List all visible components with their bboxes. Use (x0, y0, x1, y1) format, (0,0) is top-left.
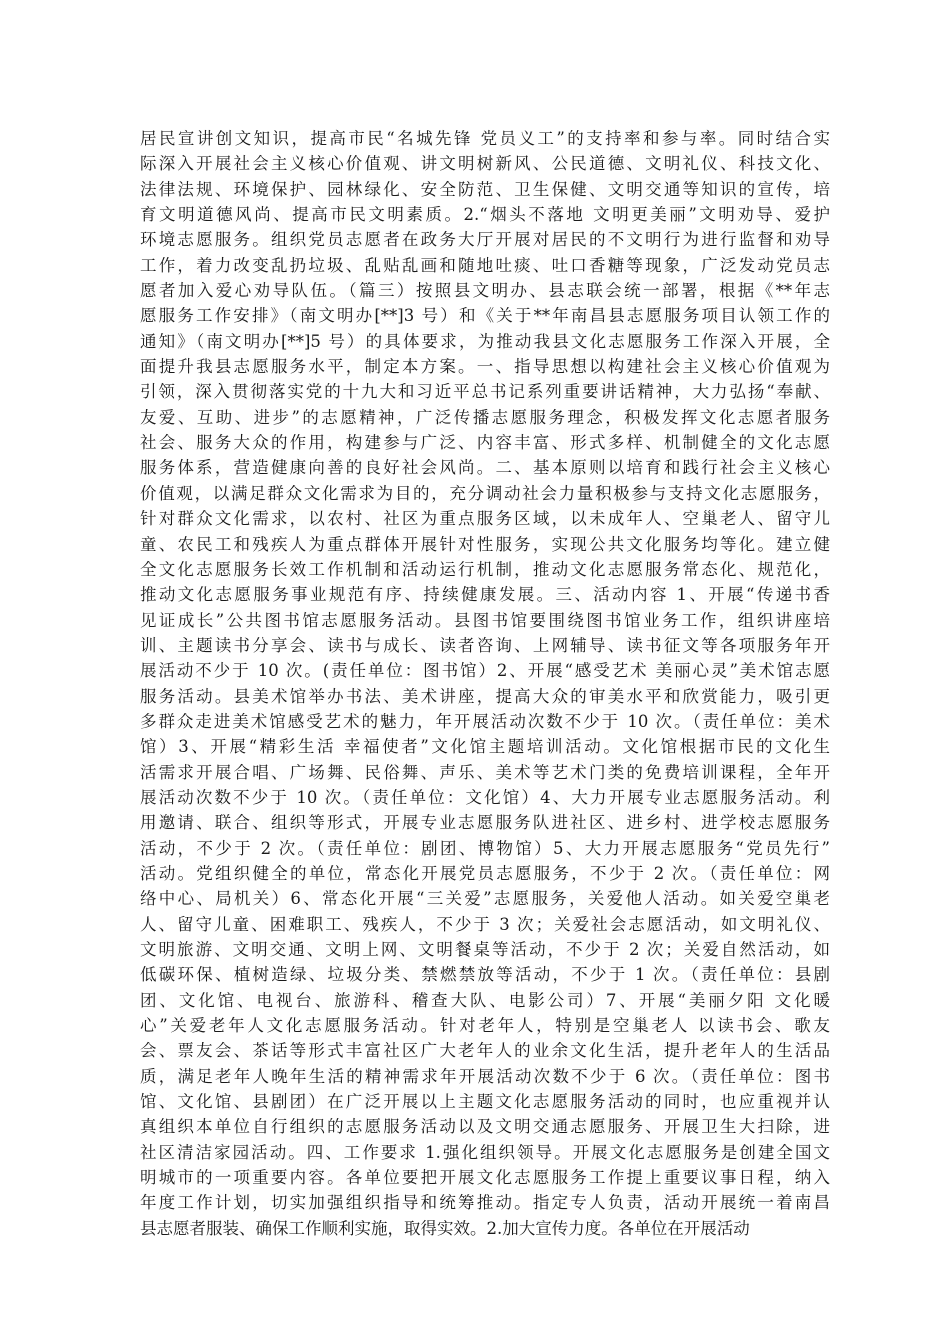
text-line: 馆）3、开展“精彩生活 幸福使者”文化馆主题培训活动。文化馆根据市民的文化生 (140, 737, 830, 757)
text-line: 展活动次数不少于 10 次。（责任单位：文化馆）4、大力开展专业志愿服务活动。利 (140, 787, 830, 807)
text-line: 针对群众文化需求，以农村、社区为重点服务区域，以未成年人、空巢老人、留守儿 (140, 509, 830, 529)
text-line: 活动。党组织健全的单位，常态化开展党员志愿服务，不少于 2 次。（责任单位：网 (140, 863, 830, 883)
text-line: 络中心、局机关）6、常态化开展“三关爱”志愿服务，关爱他人活动。如关爱空巢老 (140, 889, 830, 909)
text-line: 愿者加入爱心劝导队伍。（篇三）按照县文明办、县志联会统一部署，根据《**年志 (140, 281, 830, 301)
text-line: 环境志愿服务。组织党员志愿者在政务大厅开展对居民的不文明行为进行监督和劝导 (140, 230, 830, 250)
text-line: 团、文化馆、电视台、旅游科、稽查大队、电影公司）7、开展“美丽夕阳 文化暖 (140, 990, 830, 1010)
text-line: 用邀请、联合、组织等形式，开展专业志愿服务队进社区、进乡村、进学校志愿服务 (140, 813, 830, 833)
text-line: 训、主题读书分享会、读书与成长、读者咨询、上网辅导、读书征文等各项服务年开 (140, 635, 830, 655)
text-line: 活动，不少于 2 次。（责任单位：剧团、博物馆）5、大力开展志愿服务“党员先行” (140, 838, 830, 858)
text-line: 际深入开展社会主义核心价值观、讲文明树新风、公民道德、文明礼仪、科技文化、 (140, 154, 830, 174)
text-line: 面提升我县志愿服务水平，制定本方案。一、指导思想以构建社会主义核心价值观为 (140, 357, 830, 377)
text-line: 多群众走进美术馆感受艺术的魅力，年开展活动次数不少于 10 次。（责任单位：美术 (140, 711, 830, 731)
text-line: 质，满足老年人晚年生活的精神需求年开展活动次数不少于 6 次。（责任单位：图书 (140, 1066, 830, 1086)
text-line: 年度工作计划，切实加强组织指导和统筹推动。指定专人负责，活动开展统一着南昌 (140, 1193, 830, 1213)
text-line: 人、留守儿童、困难职工、残疾人，不少于 3 次；关爱社会志愿活动，如文明礼仪、 (140, 914, 830, 934)
text-line: 通知》（南文明办[**]5 号）的具体要求，为推动我县文化志愿服务工作深入开展，全 (140, 331, 830, 351)
text-line: 法律法规、环境保护、园林绿化、安全防范、卫生保健、文明交通等知识的宣传，培 (140, 179, 830, 199)
text-line: 会、票友会、茶话等形式丰富社区广大老年人的业余文化生活，提升老年人的生活品 (140, 1041, 830, 1061)
text-line: 童、农民工和残疾人为重点群体开展针对性服务，实现公共文化服务均等化。建立健 (140, 534, 830, 554)
text-line: 展活动不少于 10 次。(责任单位：图书馆）2、开展“感受艺术 美丽心灵”美术馆志愿 (140, 661, 830, 681)
text-line: 服务活动。县美术馆举办书法、美术讲座，提高大众的审美水平和欣赏能力，吸引更 (140, 686, 830, 706)
text-line: 愿服务工作安排》（南文明办[**]3 号）和《关于**年南昌县志愿服务项目认领工作的 (140, 306, 830, 326)
text-line: 全文化志愿服务长效工作机制和活动运行机制，推动文化志愿服务常态化、规范化， (140, 559, 830, 579)
text-line: 育文明道德风尚、提高市民文明素质。2.“烟头不落地 文明更美丽”文明劝导、爱护 (140, 205, 830, 225)
text-line: 工作，着力改变乱扔垃圾、乱贴乱画和随地吐痰、吐口香糖等现象，广泛发动党员志 (140, 255, 830, 275)
body-text (140, 126, 830, 1241)
text-line: 社会、服务大众的作用，构建参与广泛、内容丰富、形式多样、机制健全的文化志愿 (140, 433, 830, 453)
text-line: 馆、文化馆、县剧团）在广泛开展以上主题文化志愿服务活动的同时，也应重视并认 (140, 1092, 830, 1112)
text-line: 服务体系，营造健康向善的良好社会风尚。二、基本原则以培育和践行社会主义核心 (140, 458, 830, 478)
text-line: 心”关爱老年人文化志愿服务活动。针对老年人，特别是空巢老人 以读书会、歌友 (140, 1016, 830, 1036)
text-line: 居民宣讲创文知识，提高市民“名城先锋 党员义工”的支持率和参与率。同时结合实 (140, 129, 830, 148)
text-line: 县志愿者服装、确保工作顺利实施，取得实效。2.加大宣传力度。各单位在开展活动 (140, 1218, 750, 1238)
text-line: 明城市的一项重要内容。各单位要把开展文化志愿服务工作提上重要议事日程，纳入 (140, 1168, 830, 1188)
text-line: 引领，深入贯彻落实党的十九大和习近平总书记系列重要讲话精神，大力弘扬“奉献、 (140, 382, 830, 402)
text-line: 社区清洁家园活动。四、工作要求 1.强化组织领导。开展文化志愿服务是创建全国文 (140, 1142, 830, 1162)
text-line: 推动文化志愿服务事业规范有序、持续健康发展。三、活动内容 1、开展“传递书香 (140, 585, 830, 605)
text-line: 文明旅游、文明交通、文明上网、文明餐桌等活动，不少于 2 次；关爱自然活动，如 (140, 940, 830, 959)
text-line: 活需求开展合唱、广场舞、民俗舞、声乐、美术等艺术门类的免费培训课程，全年开 (140, 762, 830, 782)
text-line: 价值观，以满足群众文化需求为目的，充分调动社会力量积极参与支持文化志愿服务， (140, 483, 830, 503)
text-line: 低碳环保、植树造绿、垃圾分类、禁燃禁放等活动，不少于 1 次。（责任单位：县剧 (140, 965, 830, 985)
text-line: 见证成长”公共图书馆志愿服务活动。县图书馆要围绕图书馆业务工作，组织讲座培 (140, 610, 830, 630)
text-line: 友爱、互助、进步”的志愿精神，广泛传播志愿服务理念，积极发挥文化志愿者服务 (140, 407, 830, 427)
text-line: 真组织本单位自行组织的志愿服务活动以及文明交通志愿服务、开展卫生大扫除，进 (140, 1117, 830, 1137)
